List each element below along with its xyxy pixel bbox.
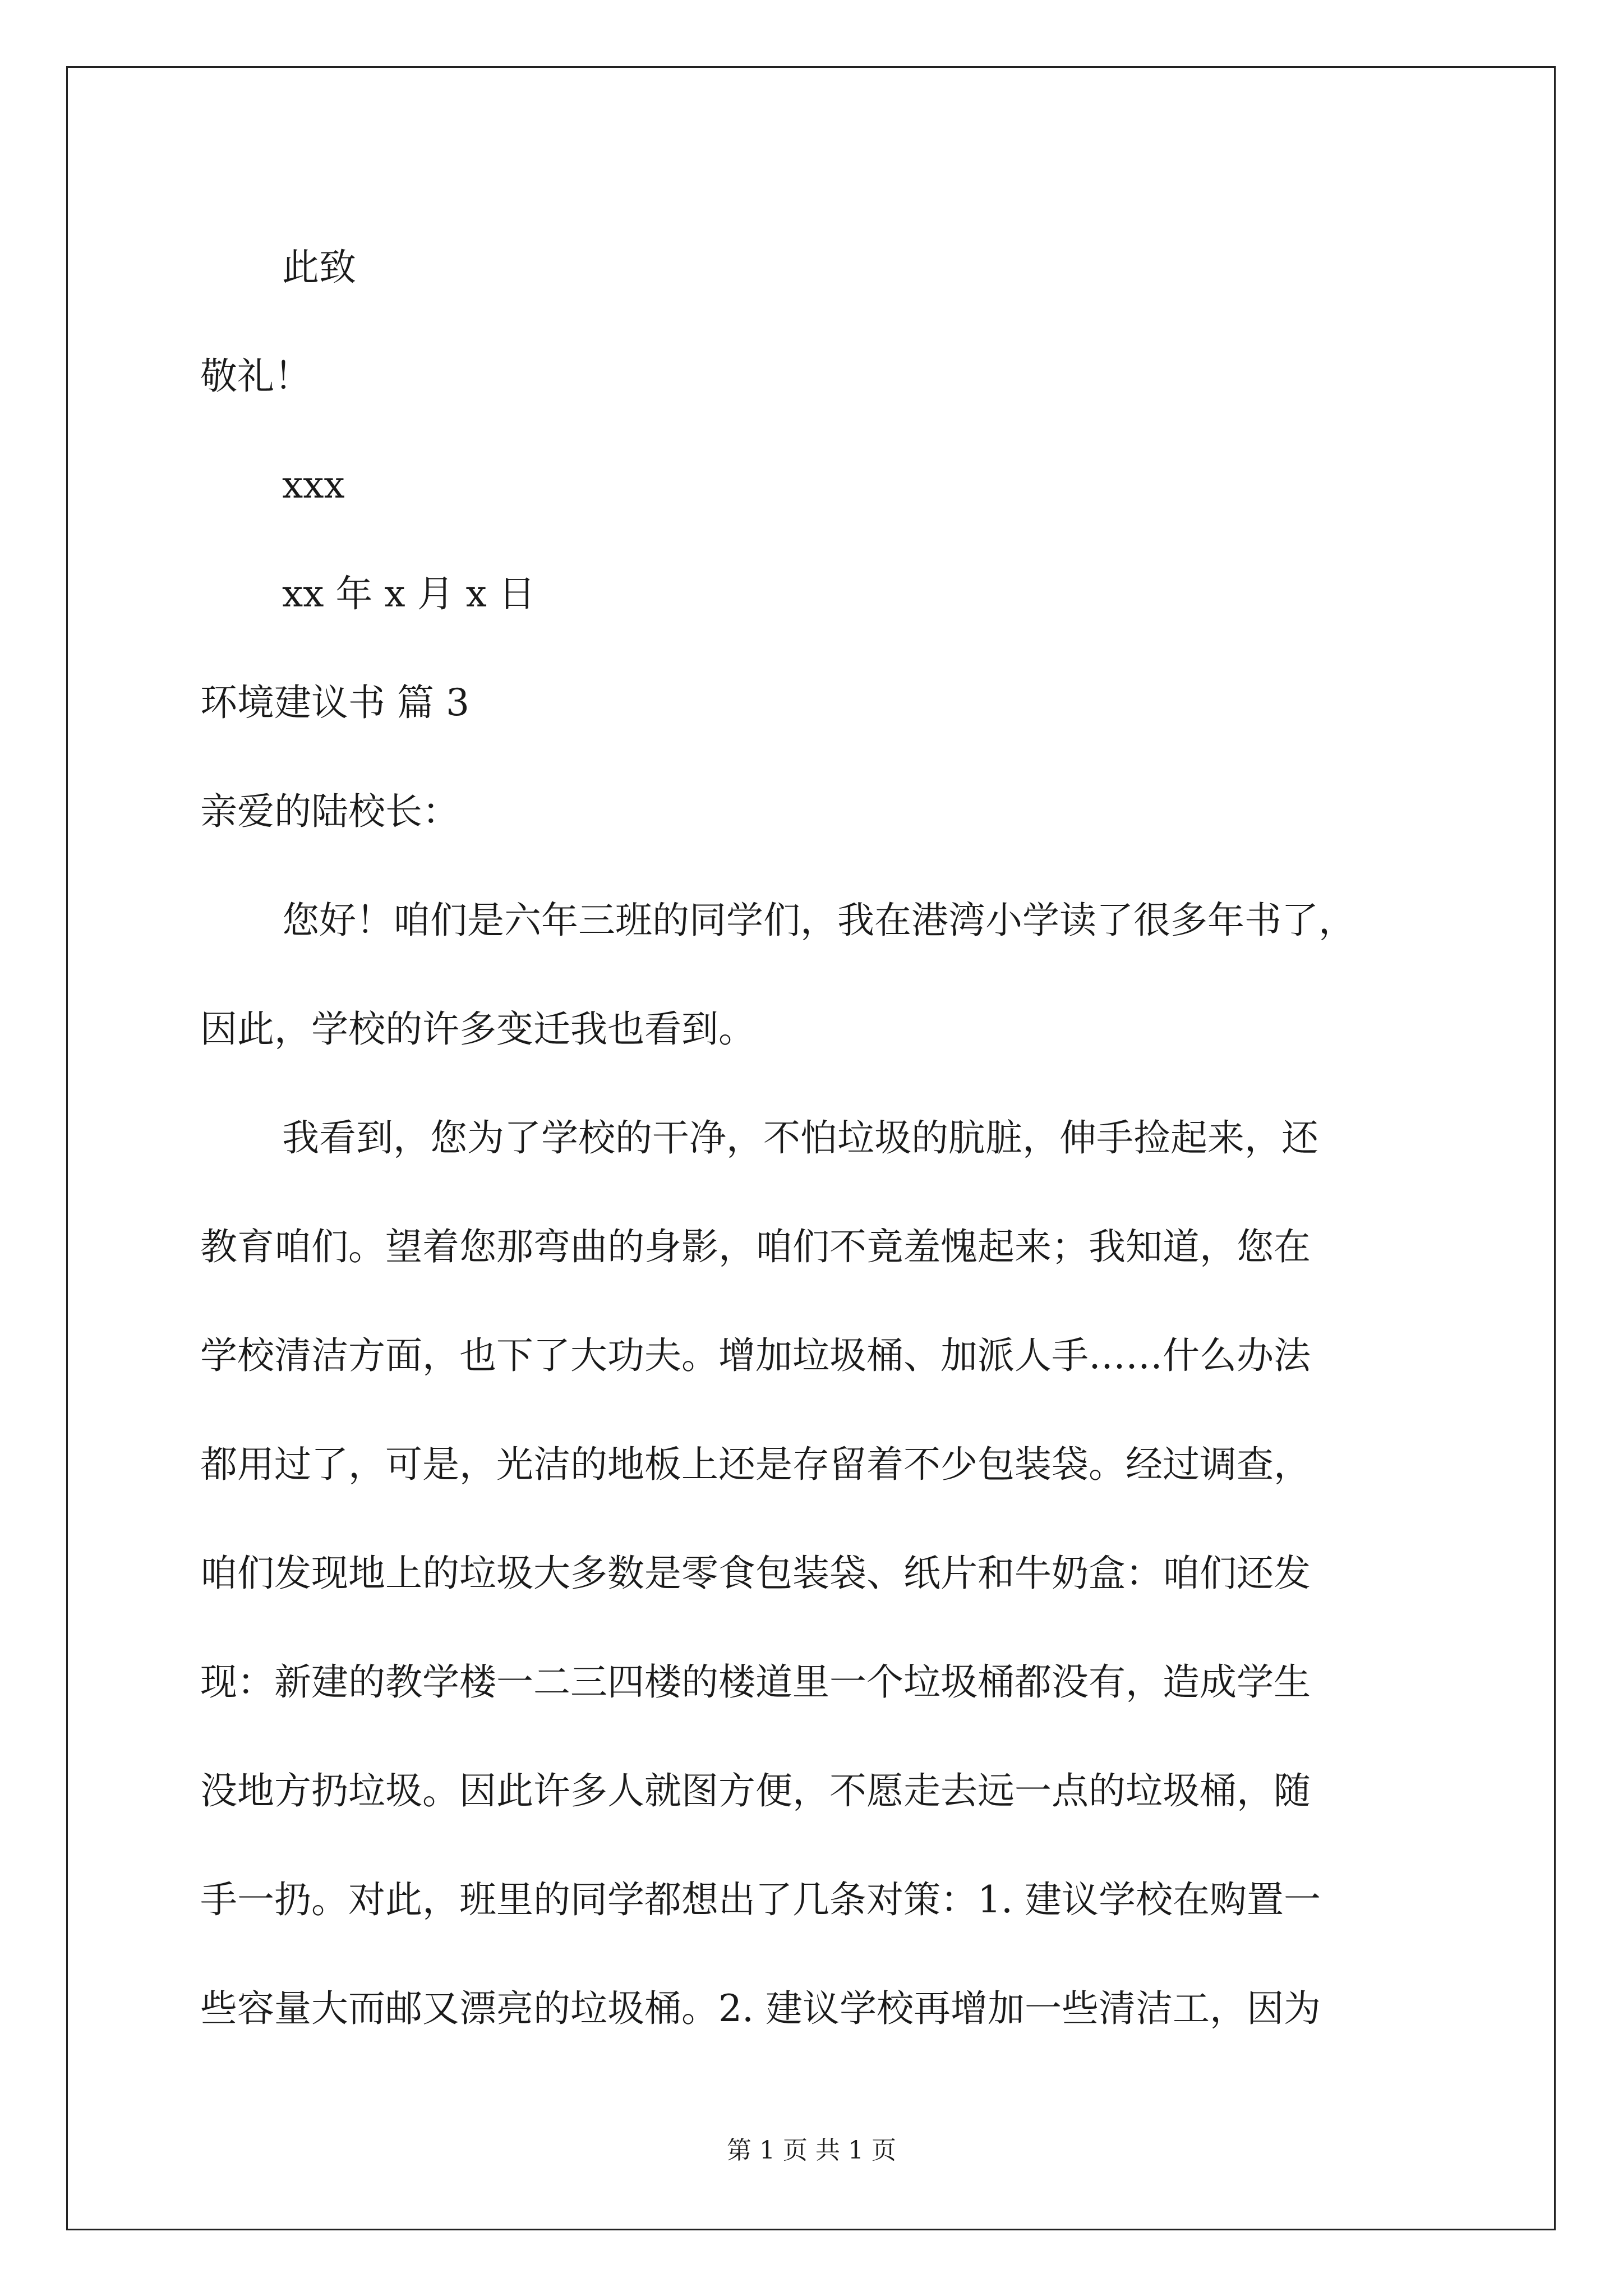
paragraph-line: 手一扔。对此，班里的同学都想出了几条对策：1. 建议学校在购置一 xyxy=(200,1878,1321,1921)
paragraph-line: 没地方扔垃圾。因此许多人就图方便，不愿走去远一点的垃圾桶，随 xyxy=(200,1769,1311,1812)
document-body xyxy=(200,213,1447,2063)
section-heading: 环境建议书 篇 3 xyxy=(200,681,469,724)
paragraph-line: 学校清洁方面，也下了大功夫。增加垃圾桶、加派人手……什么办法 xyxy=(200,1334,1311,1377)
closing-jing-li: 敬礼！ xyxy=(200,355,311,398)
paragraph-line: 咱们发现地上的垃圾大多数是零食包装袋、纸片和牛奶盒：咱们还发 xyxy=(200,1552,1311,1595)
paragraph-1 xyxy=(200,866,1447,1084)
paragraph-line: 教育咱们。望着您那弯曲的身影，咱们不竟羞愧起来；我知道，您在 xyxy=(200,1225,1311,1268)
date: xx 年 x 月 x 日 xyxy=(282,572,536,615)
paragraph-line: 都用过了，可是，光洁的地板上还是存留着不少包装袋。经过调查， xyxy=(200,1443,1311,1486)
paragraph-2 xyxy=(200,1084,1447,2063)
page-footer: 第 1 页 共 1 页 xyxy=(727,2136,896,2165)
signature: xxx xyxy=(282,463,345,507)
salutation: 亲爱的陆校长： xyxy=(200,790,459,833)
closing-ci-zhi: 此致 xyxy=(282,246,356,289)
paragraph-line: 您好！咱们是六年三班的同学们，我在港湾小学读了很多年书了， xyxy=(282,899,1355,942)
paragraph-line: 些容量大而邮又漂亮的垃圾桶。2. 建议学校再增加一些清洁工，因为 xyxy=(200,1987,1321,2030)
paragraph-line: 现：新建的教学楼一二三四楼的楼道里一个垃圾桶都没有，造成学生 xyxy=(200,1660,1311,1704)
paragraph-line: 我看到，您为了学校的干净，不怕垃圾的肮脏，伸手捡起来，还 xyxy=(282,1116,1318,1159)
paragraph-line: 因此，学校的许多变迁我也看到。 xyxy=(200,1007,755,1051)
